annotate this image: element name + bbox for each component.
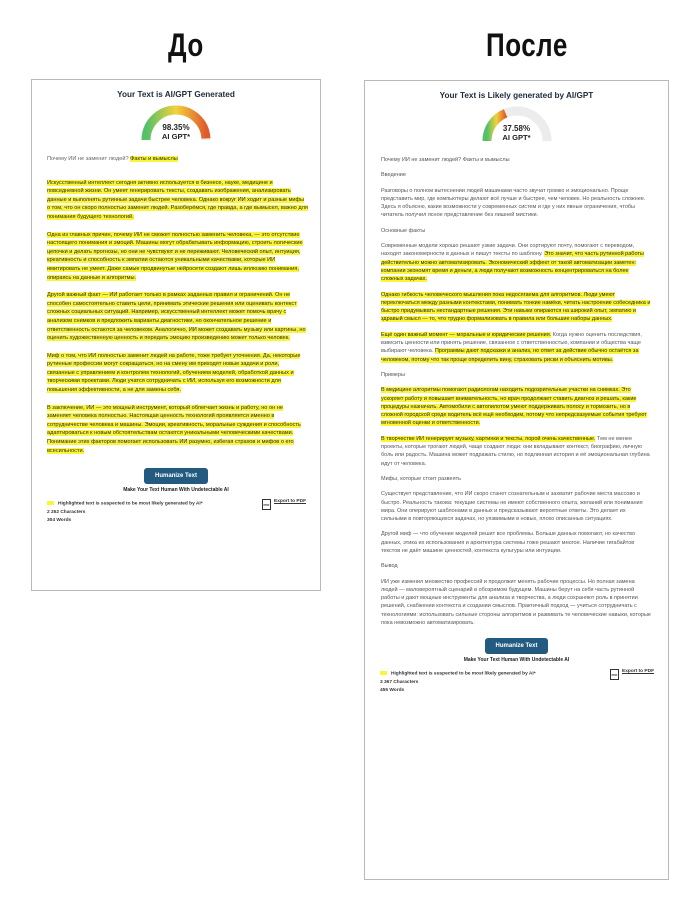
text-paragraph: Разговоры о полном вытеснении людей машинами часто звучат громко и эмоционально. Проще представить мир, где компьютеры делают всё лучше и быстрее, чем человек. Но реальность сложнее. Здесь я объясню, какие возможности у современных систем и где у них явные ограничения, чтобы читатель получил ясное представление без лишней мистики.	[381, 187, 646, 219]
text-paragraph: Существует представление, что ИИ скоро станет сознательным и захватит рабочие места массово и быстро. Реальность такова: текущие системы не имеют собственного опыта, желаний или понимания мира. Они оперируют шаблонами в данных и предсказывают вероятные ответы. Это делает их сильными в повторяющихся задачах, но уязвимыми в новых, плохо описанных ситуациях.	[381, 491, 643, 523]
text-paragraph: Однако гибкость человеческого мышления пока недосягаема для алгоритмов. Люди умеют переключаться между разными контекстами, понимать тонкие намёки, читать настроение собеседника и быстро придумывать нестандартные решения. Эти навыки опираются на широкий опыт, эмпатию и здравый смысл — то, что трудно формализовать в правила или большие наборы данных.	[381, 291, 651, 323]
ai-gauge	[139, 103, 213, 145]
export-pdf-link[interactable]: PDFExport to PDF	[610, 669, 654, 680]
highlight-legend: Highlighted text is suspected to be most likely generated by AI*	[380, 671, 536, 676]
ai-percent: 37.58%	[502, 124, 531, 133]
humanize-caption: Make Your Text Human With Undetectable AI	[463, 657, 570, 664]
humanize-area	[365, 634, 668, 663]
after-heading: После	[486, 26, 568, 64]
text-paragraph: Одна из главных причин, почему ИИ не сможет полностью заменить человека, — это отсутствие настоящего понимания и эмоций. Машины могут обрабатывать информацию, строить логические цепочки и делать прогнозы, но они не чувствуют и не переживают. Человеческий опыт, интуиция, креативность и способность к эмпатии остаются уникальными качествами, которые ИИ имитировать не умеет. Даже самые продвинутые нейросети создают лишь иллюзию понимания, опираясь на данные и алгоритмы.	[47, 231, 303, 281]
highlight-legend: Highlighted text is suspected to be most likely generated by AI*	[47, 501, 203, 506]
text-paragraph: В творчестве ИИ генерирует музыку, картинки и тексты, порой очень качественные. Тем не менее проекты, которые трогают людей, чаще создают люди: они вкладывают контекст, биографию, личную боль или радость. Машина может подражать стилю, но подлинная история и её эмоциональная глубина идут от человека.	[381, 435, 650, 467]
export-pdf-link[interactable]: PDFExport to PDF	[262, 499, 306, 510]
word-count: 304 Words	[47, 518, 72, 524]
before-panel	[31, 79, 321, 591]
word-count: 455 Words	[380, 688, 405, 694]
result-footer	[380, 671, 654, 701]
result-title: Your Text is Likely generated by AI/GPT	[439, 91, 594, 100]
character-count: 3 367 Characters	[380, 680, 419, 686]
result-title: Your Text is AI/GPT Generated	[117, 90, 235, 99]
ai-gauge-label: AI GPT*	[502, 133, 531, 142]
pdf-icon: PDF	[610, 669, 619, 680]
ai-gauge-label: AI GPT*	[161, 132, 191, 141]
text-paragraph: Основные факты	[381, 227, 426, 234]
analyzed-text	[381, 156, 652, 627]
ai-gauge	[480, 104, 554, 146]
humanize-caption: Make Your Text Human With Undetectable AI	[123, 487, 229, 494]
text-paragraph: Искусственный интеллект сегодня активно используется в бизнесе, науке, медицине и повседневной жизни. Он умеет генерировать тексты, создавать изображения, анализировать данные и выполнять рутинные задачи быстрее человека. Однако вокруг ИИ ходит и разные мифы о том, что он скоро полностью заменит людей. Разоберёмся, где правда, а где вымысел, важно для понимания будущего технологий.	[47, 179, 308, 220]
humanize-button[interactable]: Humanize Text	[485, 638, 549, 654]
highlight-swatch	[47, 501, 54, 505]
highlight-swatch	[380, 671, 387, 675]
analyzed-text	[47, 155, 308, 455]
text-paragraph: Вывод	[381, 563, 398, 570]
pdf-icon: PDF	[262, 499, 271, 510]
text-paragraph: Примеры	[381, 371, 405, 378]
text-paragraph: Введение	[381, 172, 406, 179]
text-paragraph: Мифы, которые стоит развеять	[381, 475, 461, 482]
text-paragraph: Другой важный факт — ИИ работает только в рамках заданных правил и ограничений. Он не способен самостоятельно ставить цели, принимать этические решения или оценивать контекст сложных социальных ситуаций. Например, искусственный интеллект может помочь врачу с анализом снимков и предложить варианты диагностики, но окончательное решение и ответственность остаются за человеком. Аналогично, ИИ может создавать музыку или картины, но оценить художественную ценность и передать эмоцию произведению может только человек.	[47, 292, 306, 342]
result-footer	[47, 501, 306, 531]
text-subtitle: Почему ИИ не заменит людей? Факты и вымыслы	[47, 156, 178, 162]
humanize-button[interactable]: Humanize Text	[144, 468, 208, 484]
text-paragraph: Другой миф — что обучение моделей решит все проблемы. Больше данных помогают, но качество данных, этика их использования и архитектура системы тоже решают многое. Наличие гигабайтов текстов не даёт машине ценностей, контекста культуры или интуиции.	[381, 531, 636, 554]
text-paragraph: Современные модели хорошо решают узкие задачи. Они сортируют почту, помогают с переводом, находят закономерности в данных и пишут тексты по шаблону. Это значит, что часть рутинной работы действительно можно автоматизировать. Экономический эффект от такой автоматизации заметен: компании экономят время и деньги, а люди получают возможность концентрироваться на более сложных задачах.	[381, 243, 644, 283]
before-heading: До	[168, 26, 204, 64]
text-paragraph: Ещё один важный момент — моральные и юридические решения. Когда нужно оценить последствия, взвесить ценности или принять решение, связанное с ответственностью, компании и общества чаще выбирают человека. Программы дают подсказки и анализ, но ответ за действие обычно остаётся за человеком, потому что так проще определить вину, страховать риски и объяснить мотивы.	[381, 331, 642, 363]
text-paragraph: Почему ИИ не заменит людей? Факты и вымыслы	[381, 157, 510, 163]
text-paragraph: В медицине алгоритмы помогают радиологам находить подозрительные участки на снимках. Это ускоряет работу и повышает внимательность, но врач продолжает ставить диагноз и решать, какие процедуры назначать. Автомобили с автопилотом умеют поддерживать полосу и тормозить, но в сложной городской среде водитель всё ещё необходим, потому что непредсказуемые события требуют мгновенной оценки и ответственности.	[381, 387, 647, 427]
text-paragraph: Миф о том, что ИИ полностью заменит людей на работе, тоже требует уточнения. Да, некоторые рутинные профессии могут сокращаться, но на смену им приходят новые задачи и роли, связанные с управлением и контролем технологий, обучением моделей, обработкой данных и творческими проектами. Люди учатся сотрудничать с ИИ, используя его возможности для повышения эффективности, а не для замены себя.	[47, 352, 301, 394]
ai-percent: 98.35%	[162, 123, 190, 132]
after-panel	[364, 80, 669, 880]
text-paragraph: ИИ уже изменил множество профессий и продолжит менять рабочие процессы. Но полная замена людей — маловероятный сценарий в обозримом будущем. Машины берут на себя часть рутинной работы и дают мощные инструменты для анализа и творчества, а люди сохраняют роль в принятии решений, снабжении контекста и создании смыслов. Практичный подход — учиться сотрудничать с технологиями: использовать сильные стороны алгоритмов и развивать те человеческие навыки, которые пока невозможно автоматизировать.	[381, 578, 651, 627]
text-paragraph: В заключение, ИИ — это мощный инструмент, который облегчает жизнь и работу, но он не заменяет человека полностью. Настоящая ценность технологий проявляется именно в сотрудничестве человека и машины. Эмоции, креативность, моральные суждения и способность адаптироваться к новым обстоятельствам остаются уникальными человеческими качествами. Понимание этих факторов помогает использовать ИИ разумно, избегая страхов и мифов о его всесильности.	[47, 404, 301, 454]
humanize-area	[32, 464, 320, 493]
character-count: 2 252 Characters	[47, 510, 86, 516]
